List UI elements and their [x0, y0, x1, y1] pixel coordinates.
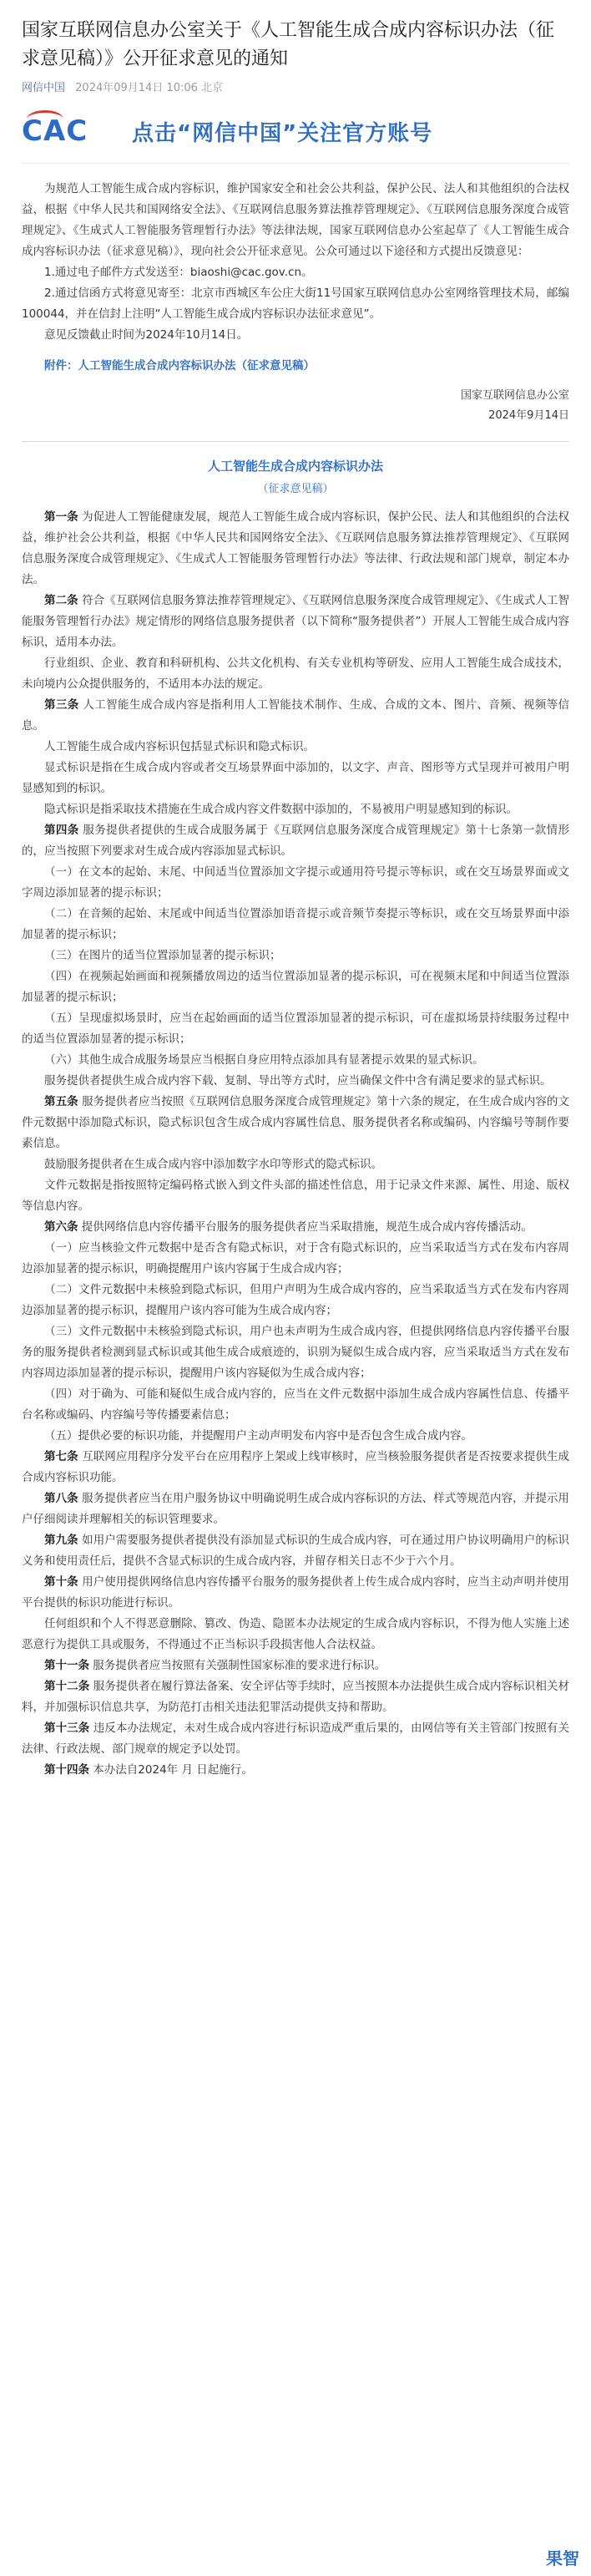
article-text: 服务提供者应当按照《互联网信息服务深度合成管理规定》第十六条的规定，在生成合成内容的文件元数据中添加隐式标识，隐式标识包含生成合成内容属性信息、服务提供者名称或编码、内容编号等制作要素信息。: [22, 1095, 570, 1150]
law-article: [22, 1760, 569, 1781]
law-article: [22, 1426, 569, 1447]
law-article: [22, 1656, 569, 1676]
article-meta: [22, 79, 569, 94]
law-article: [22, 1175, 569, 1217]
law-article: [22, 1384, 569, 1426]
article-text: 用户使用提供网络信息内容传播平台服务的服务提供者上传生成合成内容时，应当主动声明并使用平台提供的标识功能进行标识。: [22, 1575, 570, 1610]
cac-logo-arc-icon: [27, 110, 63, 128]
law-article: [22, 966, 569, 1008]
notice-paragraph: 意见反馈截止时间为2024年10月14日。: [44, 328, 249, 342]
article-number: 第十一条: [44, 1659, 89, 1672]
law-article: [22, 737, 569, 758]
law-article: [22, 946, 569, 966]
article-text: （四）在视频起始画面和视频播放周边的适当位置添加显著的提示标识，可在视频末尾和中间适当位置添加显著的提示标识；: [22, 970, 569, 1004]
article-text: 显式标识是指在生成合成内容或者交互场景界面中添加的，以文字、声音、图形等方式呈现并可被用户明显感知到的标识。: [22, 761, 569, 795]
law-article: [22, 1071, 569, 1092]
article-text: 行业组织、企业、教育和科研机构、公共文化机构、有关专业机构等研发、应用人工智能生成合成技术，未向境内公众提供服务的，不适用本办法的规定。: [22, 657, 569, 691]
article-number: 第八条: [44, 1492, 78, 1505]
article-text: （五）提供必要的标识功能，并提醒用户主动声明发布内容中是否包含生成合成内容。: [44, 1429, 472, 1443]
law-article: [22, 1614, 569, 1656]
article-text: 隐式标识是指采取技术措施在生成合成内容文件数据中添加的，不易被用户明显感知到的标识。: [44, 803, 518, 816]
article-text: 服务提供者提供生成合成内容下载、复制、导出等方式时，应当确保文件中含有满足要求的显式标识。: [44, 1074, 552, 1088]
notice-paragraph: 为规范人工智能生成合成内容标识，维护国家安全和社会公共利益，保护公民、法人和其他组织的合法权益，根据《中华人民共和国网络安全法》、《互联网信息服务算法推荐管理规定》、《互联网信息服务深度合成管理规定》、《生成式人工智能服务管理暂行办法》等法律法规，国家互联网信息办公室起草了《人工智能生成合成内容标识办法（征求意见稿）》，现向社会公开征求意见。公众可通过以下途径和方式提出反馈意见：: [22, 182, 569, 258]
article-text: （三）文件元数据中未核验到隐式标识，用户也未声明为生成合成内容，但提供网络信息内容传播平台服务的服务提供者检测到显式标识或其他生成合成痕迹的，识别为疑似生成合成内容，应当采取适当方式在发布内容周边添加显著的提示标识，提醒用户该内容疑似为生成合成内容；: [22, 1325, 569, 1380]
watermark: [546, 2545, 579, 2569]
article-text: 互联网应用程序分发平台在应用程序上架或上线审核时，应当核验服务提供者是否按要求提供生成合成内容标识功能。: [22, 1450, 570, 1484]
article-number: 第一条: [44, 510, 78, 524]
law-article: [22, 1488, 569, 1530]
article-text: 服务提供者提供的生成合成服务属于《互联网信息服务深度合成管理规定》第十七条第一款情形的，应当按照下列要求对生成合成内容添加显式标识。: [22, 824, 570, 858]
article-text: 文件元数据是指按照特定编码格式嵌入到文件头部的描述性信息，用于记录文件来源、属性、用途、版权等信息内容。: [22, 1179, 569, 1213]
law-title: 人工智能生成合成内容标识办法: [207, 459, 383, 474]
law-article: [22, 695, 569, 737]
article-text: 服务提供者应当在用户服务协议中明确说明生成合成内容标识的方法、样式等规范内容，并提示用户仔细阅读并理解相关的标识管理要求。: [22, 1492, 570, 1526]
law-article: [22, 904, 569, 946]
law-article: [22, 1447, 569, 1488]
law-article: [22, 758, 569, 799]
notice-paragraph: 2.通过信函方式将意见寄至：北京市西城区车公庄大街11号国家互联网信息办公室网络管理技术局，邮编100044，并在信封上注明“人工智能生成合成内容标识办法征求意见”。: [22, 287, 569, 321]
publish-datetime: 2024年09月14日 10:06 北京: [75, 82, 224, 94]
signature-block: [22, 386, 569, 426]
law-articles: [22, 507, 569, 1781]
follow-banner[interactable]: [22, 106, 569, 164]
article-text: 符合《互联网信息服务算法推荐管理规定》、《互联网信息服务深度合成管理规定》、《生成式人工智能服务管理暂行办法》规定情形的网络信息服务提供者（以下简称“服务提供者”）开展人工智能生成合成内容标识，适用本办法。: [22, 594, 570, 649]
article-number: 第三条: [44, 698, 79, 712]
article-text: 任何组织和个人不得恶意删除、篡改、伪造、隐匿本办法规定的生成合成内容标识，不得为他人实施上述恶意行为提供工具或服务，不得通过不正当标识手段损害他人合法权益。: [22, 1617, 569, 1651]
article-title: 国家互联网信息办公室关于《人工智能生成合成内容标识办法（征求意见稿）》公开征求意见的通知: [22, 20, 555, 69]
law-article: [22, 1154, 569, 1175]
law-article: [22, 1092, 569, 1154]
notice-paragraph: 1.通过电子邮件方式发送至：biaoshi@cac.gov.cn。: [44, 266, 313, 279]
article-number: 第二条: [44, 594, 78, 607]
law-article: [22, 507, 569, 591]
divider: [22, 441, 569, 442]
banner-text: 点击“网信中国”关注官方账号: [132, 120, 433, 146]
article-number: 第九条: [44, 1534, 78, 1547]
article-number: 第十条: [44, 1575, 78, 1589]
law-article: [22, 1676, 569, 1718]
notice-body: [22, 179, 569, 346]
article-number: 第十二条: [44, 1680, 90, 1693]
sign-date: 2024年9月14日: [488, 409, 569, 422]
article-text: （一）在文本的起始、末尾、中间适当位置添加文字提示或通用符号提示等标识，或在交互场景界面或文字周边添加显著的提示标识；: [22, 865, 569, 900]
article-text: （五）呈现虚拟场景时，应当在起始画面的适当位置添加显著的提示标识，可在虚拟场景持续服务过程中的适当位置添加显著的提示标识；: [22, 1012, 569, 1046]
law-article: [22, 1050, 569, 1071]
law-article: [22, 820, 569, 862]
article-text: 违反本办法规定，未对生成合成内容进行标识造成严重后果的，由网信等有关主管部门按照有关法律、行政法规、部门规章的规定予以处罚。: [22, 1722, 570, 1756]
law-article: [22, 1321, 569, 1384]
article-text: （三）在图片的适当位置添加显著的提示标识；: [44, 949, 281, 962]
law-article: [22, 653, 569, 695]
law-article: [22, 1718, 569, 1760]
attachment-link[interactable]: 附件：人工智能生成合成内容标识办法（征求意见稿）: [44, 359, 315, 373]
article-text: （二）文件元数据中未核验到隐式标识，但用户声明为生成合成内容的，应当采取适当方式在发布内容周边添加显著的提示标识，提醒用户该内容可能为生成合成内容；: [22, 1283, 569, 1317]
law-article: [22, 1280, 569, 1321]
article-text: （二）在音频的起始、末尾或中间适当位置添加语音提示或音频节奏提示等标识，或在交互场景界面中添加显著的提示标识；: [22, 907, 569, 941]
article-text: 为促进人工智能健康发展，规范人工智能生成合成内容标识，保护公民、法人和其他组织的合法权益，维护社会公共利益，根据《中华人民共和国网络安全法》、《互联网信息服务算法推荐管理规定》、《互联网信息服务深度合成管理规定》、《生成式人工智能服务管理暂行办法》等法律、行政法规和部门规章，制定本办法。: [22, 510, 570, 586]
cac-logo: CAC: [22, 112, 122, 150]
article-text: 服务提供者应当按照有关强制性国家标准的要求进行标识。: [93, 1659, 386, 1672]
law-subtitle: （征求意见稿）: [257, 483, 334, 495]
article-text: （一）应当核验文件元数据中是否含有隐式标识，对于含有隐式标识的，应当采取适当方式在发布内容周边添加显著的提示标识，明确提醒用户该内容属于生成合成内容；: [22, 1241, 569, 1275]
article-text: 本办法自2024年 月 日起施行。: [93, 1763, 253, 1777]
source-link[interactable]: 网信中国: [22, 82, 66, 94]
law-article: [22, 862, 569, 904]
article-text: （四）对于确为、可能和疑似生成合成内容的，应当在文件元数据中添加生成合成内容属性信息、传播平台名称或编码、内容编号等传播要素信息；: [22, 1387, 569, 1422]
article-number: 第五条: [44, 1095, 78, 1108]
law-article: [22, 799, 569, 820]
article-text: （六）其他生成合成服务场景应当根据自身应用特点添加具有显著提示效果的显式标识。: [44, 1053, 484, 1067]
article-text: 提供网络信息内容传播平台服务的服务提供者应当采取措施，规范生成合成内容传播活动。: [81, 1220, 533, 1234]
article-text: 人工智能生成合成内容标识包括显式标识和隐式标识。: [44, 740, 315, 753]
article-text: 服务提供者在履行算法备案、安全评估等手续时，应当按照本办法提供生成合成内容标识相关材料，并加强标识信息共享，为防范打击相关违法犯罪活动提供支持和帮助。: [22, 1680, 570, 1714]
law-article: [22, 1572, 569, 1614]
law-article: [22, 591, 569, 653]
watermark-text: 果智: [546, 2548, 579, 2568]
article-text: 鼓励服务提供者在生成合成内容中添加数字水印等形式的隐式标识。: [44, 1158, 382, 1171]
law-article: [22, 1008, 569, 1050]
article-number: 第六条: [44, 1220, 78, 1234]
signer: 国家互联网信息办公室: [460, 389, 569, 402]
article-text: 如用户需要服务提供者提供没有添加显式标识的生成合成内容，可在通过用户协议明确用户的标识义务和使用责任后，提供不含显式标识的生成合成内容，并留存相关日志不少于六个月。: [22, 1534, 570, 1568]
article-number: 第十三条: [44, 1722, 90, 1735]
law-article: [22, 1238, 569, 1280]
article-text: 人工智能生成合成内容是指利用人工智能技术制作、生成、合成的文本、图片、音频、视频等信息。: [22, 698, 570, 733]
law-article: [22, 1217, 569, 1238]
article-number: 第十四条: [44, 1763, 89, 1777]
law-article: [22, 1530, 569, 1572]
article-number: 第七条: [44, 1450, 78, 1463]
article-number: 第四条: [44, 824, 79, 837]
